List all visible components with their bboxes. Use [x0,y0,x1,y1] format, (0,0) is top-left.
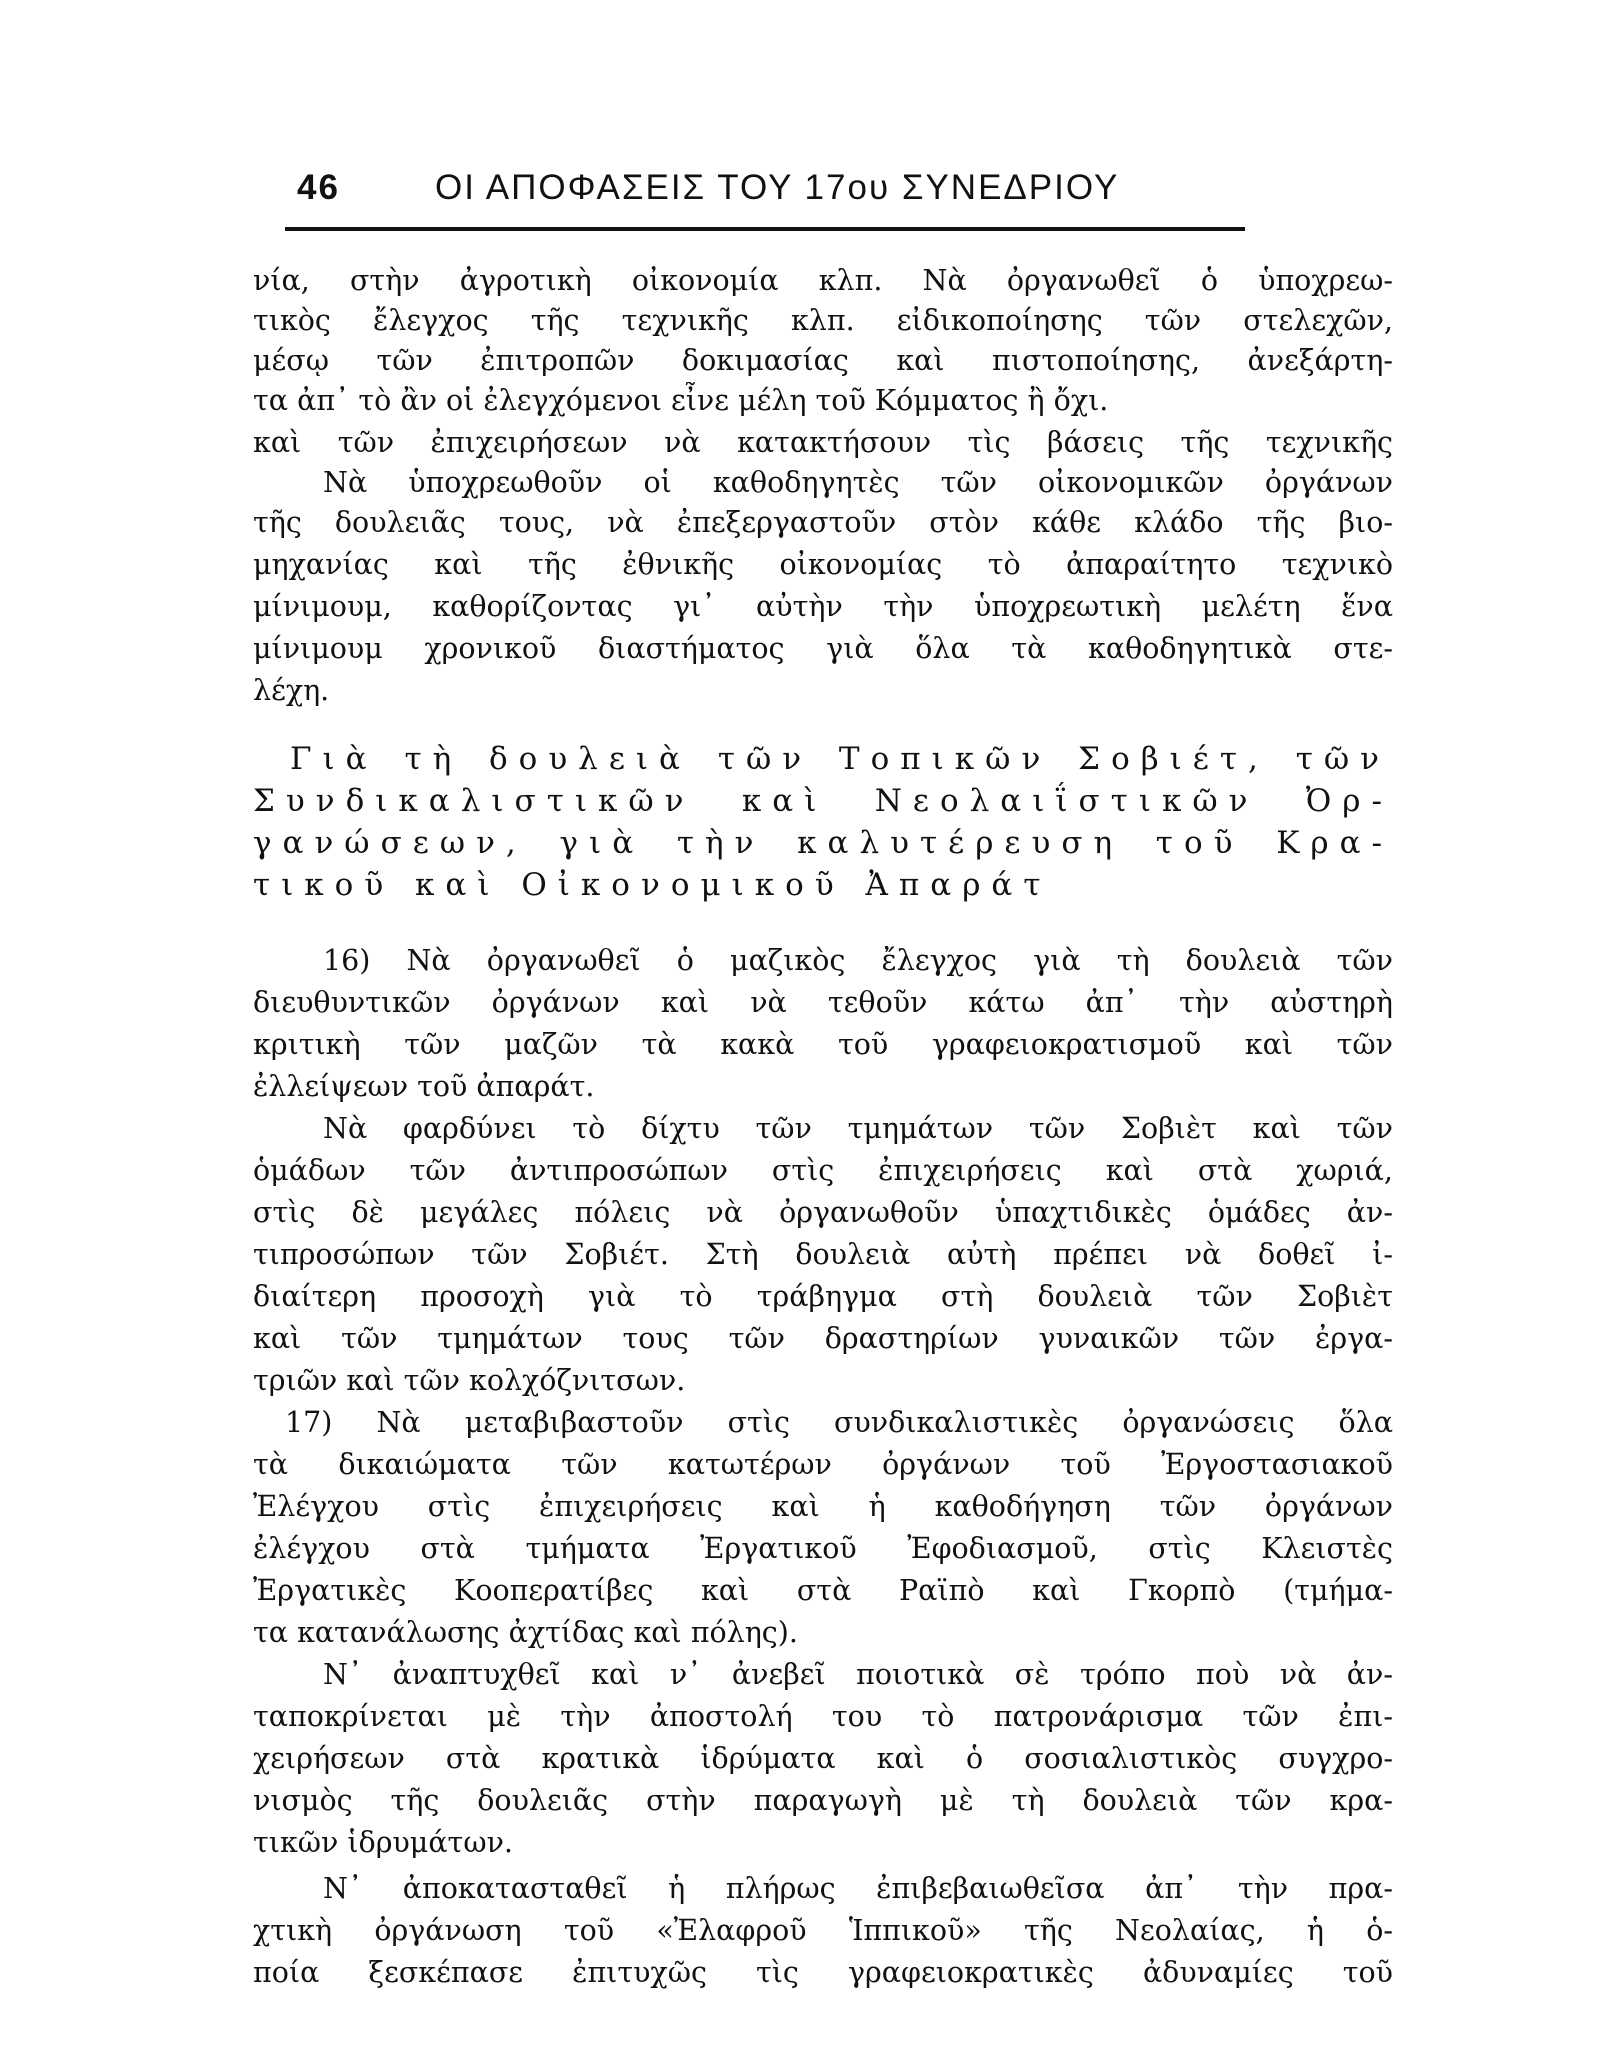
text-line: χτικὴ ὀργάνωση τοῦ «Ἐλαφροῦ Ἱππικοῦ» τῆς Νεολαίας, ἡ ὁ- [253,1914,1393,1947]
text-line: Ἐργατικὲς Κοοπερατίβες καὶ στὰ Ραϊπὸ καὶ Γκορπὸ (τμήμα- [253,1574,1393,1607]
text-line: Ν᾽ ἀποκατασταθεῖ ἡ πλήρως ἐπιβεβαιωθεῖσα ἀπ᾽ τὴν πρα- [323,1872,1393,1905]
section-heading-line: Συνδικαλιστικῶν καὶ Νεολαιΐστικῶν Ὀρ- [253,783,1393,819]
text-line: νία, στὴν ἀγροτικὴ οἰκονομία κλπ. Νὰ ὀργανωθεῖ ὁ ὑποχρεω- [253,264,1393,297]
text-line: τικὸς ἔλεγχος τῆς τεχνικῆς κλπ. εἰδικοποίησης τῶν στελεχῶν, [253,304,1393,337]
text-line: 17) Νὰ μεταβιβαστοῦν στὶς συνδικαλιστικὲς ὀργανώσεις ὅλα [285,1406,1393,1439]
section-heading-line: Γιὰ τὴ δουλειὰ τῶν Τοπικῶν Σοβιέτ, τῶν [290,741,1390,777]
text-line: τικῶν ἱδρυμάτων. [253,1826,513,1859]
text-line: μίνιμουμ, καθορίζοντας γι᾽ αὐτὴν τὴν ὑποχρεωτικὴ μελέτη ἕνα [253,590,1393,623]
text-line: Νὰ ὑποχρεωθοῦν οἱ καθοδηγητὲς τῶν οἰκονομικῶν ὀργάνων [323,466,1393,499]
section-heading-line: τικοῦ καὶ Οἰκονομικοῦ Ἀπαράτ [253,867,1052,903]
section-heading-line: γανώσεων, γιὰ τὴν καλυτέρευση τοῦ Κρα- [253,825,1393,861]
text-line: ἐλέγχου στὰ τμήματα Ἐργατικοῦ Ἐφοδιασμοῦ, στὶς Κλειστὲς [253,1532,1393,1565]
text-line: ἐλλείψεων τοῦ ἀπαράτ. [253,1070,595,1103]
text-line: τριῶν καὶ τῶν κολχόζνιτσων. [253,1364,686,1397]
text-line: μίνιμουμ χρονικοῦ διαστήματος γιὰ ὅλα τὰ καθοδηγητικὰ στε- [253,632,1393,665]
page-number: 46 [297,168,340,207]
text-line: διευθυντικῶν ὀργάνων καὶ νὰ τεθοῦν κάτω ἀπ᾽ τὴν αὐστηρὴ [253,986,1393,1019]
text-line: ὁμάδων τῶν ἀντιπροσώπων στὶς ἐπιχειρήσεις καὶ στὰ χωριά, [253,1154,1393,1187]
text-line: τὰ δικαιώματα τῶν κατωτέρων ὀργάνων τοῦ Ἐργοστασιακοῦ [253,1448,1393,1481]
text-line: Ν᾽ ἀναπτυχθεῖ καὶ ν᾽ ἀνεβεῖ ποιοτικὰ σὲ τρόπο ποὺ νὰ ἀν- [323,1658,1393,1691]
text-line: τα ἀπ᾽ τὸ ἂν οἱ ἐλεγχόμενοι εἶνε μέλη τοῦ Κόμματος ἢ ὄχι. [253,384,1109,417]
text-line: χειρήσεων στὰ κρατικὰ ἱδρύματα καὶ ὁ σοσιαλιστικὸς συγχρο- [253,1742,1393,1775]
text-line: καὶ τῶν ἐπιχειρήσεων νὰ κατακτήσουν τὶς βάσεις τῆς τεχνικῆς [253,426,1393,459]
text-line: μέσῳ τῶν ἐπιτροπῶν δοκιμασίας καὶ πιστοποίησης, ἀνεξάρτη- [253,344,1393,377]
text-line: λέχη. [253,674,330,707]
text-line: κριτικὴ τῶν μαζῶν τὰ κακὰ τοῦ γραφειοκρατισμοῦ καὶ τῶν [253,1028,1393,1061]
text-line: ποία ξεσκέπασε ἐπιτυχῶς τὶς γραφειοκρατικὲς ἀδυναμίες τοῦ [253,1956,1393,1989]
text-line: τῆς δουλειᾶς τους, νὰ ἐπεξεργαστοῦν στὸν κάθε κλάδο τῆς βιο- [253,506,1393,539]
text-line: διαίτερη προσοχὴ γιὰ τὸ τράβηγμα στὴ δουλειὰ τῶν Σοβιὲτ [253,1280,1393,1313]
text-line: τα κατανάλωσης ἀχτίδας καὶ πόλης). [253,1616,798,1649]
page-header [285,168,1260,218]
text-line: νισμὸς τῆς δουλειᾶς στὴν παραγωγὴ μὲ τὴ δουλειὰ τῶν κρα- [253,1784,1393,1817]
running-title: ΟΙ ΑΠΟΦΑΣΕΙΣ ΤΟΥ 17ου ΣΥΝΕΔΡΙΟΥ [435,168,1120,207]
text-line: καὶ τῶν τμημάτων τους τῶν δραστηρίων γυναικῶν τῶν ἐργα- [253,1322,1393,1355]
text-line: μηχανίας καὶ τῆς ἐθνικῆς οἰκονομίας τὸ ἀπαραίτητο τεχνικὸ [253,548,1393,581]
text-line: στὶς δὲ μεγάλες πόλεις νὰ ὀργανωθοῦν ὑπαχτιδικὲς ὁμάδες ἀν- [253,1196,1393,1229]
text-line: ταποκρίνεται μὲ τὴν ἀποστολή του τὸ πατρονάρισμα τῶν ἐπι- [253,1700,1393,1733]
header-rule [285,227,1245,231]
text-line: Ἐλέγχου στὶς ἐπιχειρήσεις καὶ ἡ καθοδήγηση τῶν ὀργάνων [253,1490,1393,1523]
text-line: Νὰ φαρδύνει τὸ δίχτυ τῶν τμημάτων τῶν Σοβιὲτ καὶ τῶν [323,1112,1393,1145]
text-line: τιπροσώπων τῶν Σοβιέτ. Στὴ δουλειὰ αὐτὴ πρέπει νὰ δοθεῖ ἰ- [253,1238,1393,1271]
text-line: 16) Νὰ ὀργανωθεῖ ὁ μαζικὸς ἔλεγχος γιὰ τὴ δουλειὰ τῶν [323,944,1393,977]
